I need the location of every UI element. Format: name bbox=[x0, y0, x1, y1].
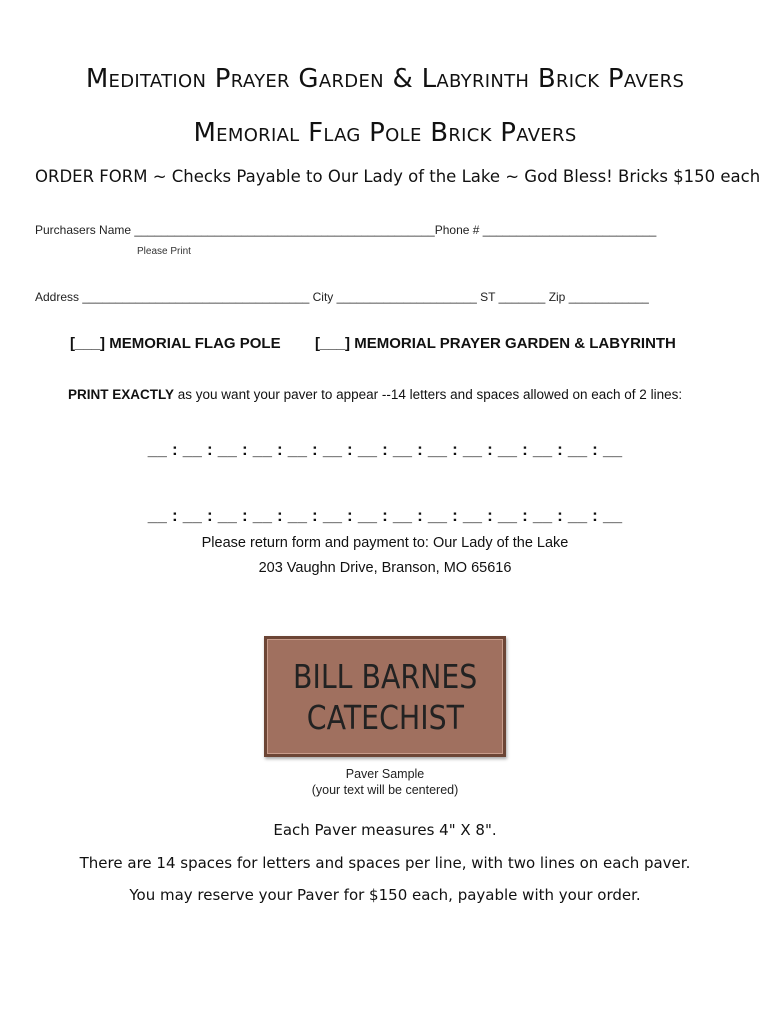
address-field[interactable]: __________________________________ bbox=[82, 290, 310, 304]
city-label: City bbox=[312, 290, 334, 304]
order-form-line: ORDER FORM ~ Checks Payable to Our Lady of the Lake ~ God Bless! Bricks $150 each bbox=[35, 167, 761, 186]
paver-sample-line-2: CATECHIST bbox=[306, 697, 464, 737]
purchaser-row bbox=[35, 223, 656, 237]
return-instructions: Please return form and payment to: Our Lady of the Lake bbox=[201, 535, 569, 551]
form-subtitle: Memorial Flag Pole Brick Pavers bbox=[193, 118, 577, 148]
form-title: Meditation Prayer Garden & Labyrinth Brick Pavers bbox=[85, 64, 685, 94]
option-flag-pole[interactable] bbox=[70, 335, 281, 352]
phone-label: Phone # bbox=[434, 223, 480, 237]
zip-field[interactable]: ____________ bbox=[568, 290, 649, 304]
zip-label: Zip bbox=[548, 290, 566, 304]
state-field[interactable]: _______ bbox=[498, 290, 546, 304]
address-row bbox=[35, 290, 649, 304]
please-print-hint: Please Print bbox=[137, 246, 191, 257]
state-label: ST bbox=[480, 290, 496, 304]
return-address: 203 Vaughn Drive, Branson, MO 65616 bbox=[258, 560, 512, 576]
purchaser-name-label: Purchasers Name bbox=[35, 223, 132, 237]
letter-line-2[interactable]: __ : __ : __ : __ : __ : __ : __ : __ : __ : __ : __ : __ : __ : __ bbox=[147, 506, 623, 525]
paver-sample-image bbox=[264, 636, 506, 757]
city-field[interactable]: _____________________ bbox=[336, 290, 477, 304]
prayer-garden-checkbox[interactable]: [___] bbox=[315, 335, 351, 352]
spaces-note: There are 14 spaces for letters and spaces per line, with two lines on each paver. bbox=[79, 854, 691, 872]
print-instructions-text: as you want your paver to appear --14 letters and spaces allowed on each of 2 lines: bbox=[174, 387, 683, 402]
reserve-note: You may reserve your Paver for $150 each, payable with your order. bbox=[129, 886, 641, 904]
print-exactly-emphasis: PRINT EXACTLY bbox=[68, 387, 175, 402]
prayer-garden-label: MEMORIAL PRAYER GARDEN & LABYRINTH bbox=[354, 335, 676, 352]
flag-pole-checkbox[interactable]: [___] bbox=[70, 335, 106, 352]
flag-pole-label: MEMORIAL FLAG POLE bbox=[109, 335, 281, 352]
paver-sample-subcaption: (your text will be centered) bbox=[311, 783, 459, 797]
letter-line-1[interactable]: __ : __ : __ : __ : __ : __ : __ : __ : __ : __ : __ : __ : __ : __ bbox=[147, 440, 623, 459]
paver-sample-line-1: BILL BARNES bbox=[292, 656, 478, 696]
option-prayer-garden[interactable] bbox=[315, 335, 676, 352]
paver-size-note: Each Paver measures 4" X 8". bbox=[273, 821, 497, 839]
phone-field[interactable]: __________________________ bbox=[482, 223, 657, 237]
paver-sample-caption: Paver Sample bbox=[345, 767, 425, 781]
purchaser-name-field[interactable]: _____________________________________________ bbox=[134, 223, 435, 237]
print-instructions bbox=[68, 387, 682, 402]
address-label: Address bbox=[35, 290, 80, 304]
